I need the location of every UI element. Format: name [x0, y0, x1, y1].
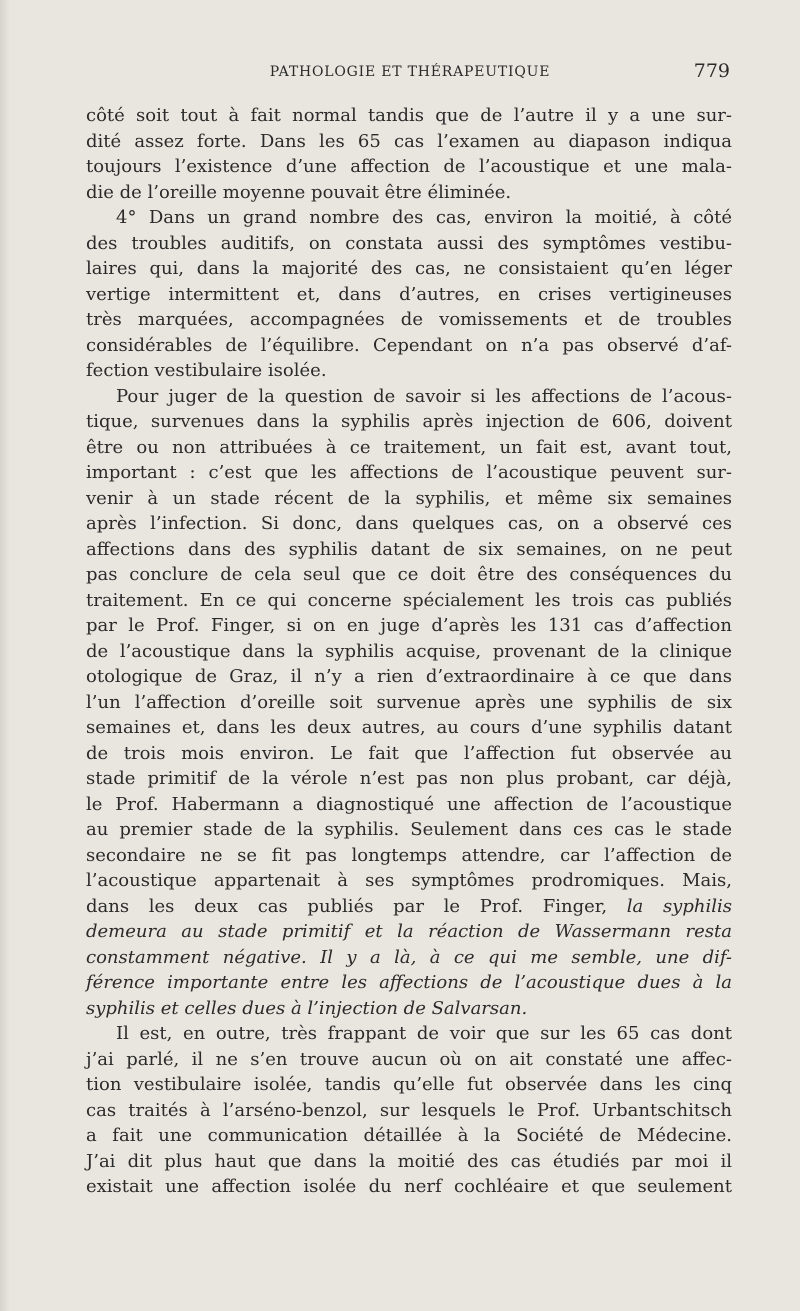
text-line: de trois mois environ. Le fait que l’affection fut observée au	[86, 742, 732, 764]
text-line: par le Prof. Finger, si on en juge d’après les 131 cas d’affection	[86, 615, 732, 636]
text-line: die de l’oreille moyenne pouvait être éliminée.	[86, 181, 512, 203]
text-line: constamment négative. Il y a là, à ce qui me semble, une dif-	[86, 946, 732, 968]
text-line: fection vestibulaire isolée.	[86, 360, 327, 381]
text-run: dans les deux cas publiés par le Prof. Finger,	[86, 895, 627, 917]
text-line: J’ai dit plus haut que dans la moitié des cas étudiés par moi il	[86, 1150, 732, 1172]
text-line: des troubles auditifs, on constata aussi des symptômes vestibu-	[86, 232, 732, 254]
text-line: important : c’est que les affections de l’acoustique peuvent sur-	[86, 462, 732, 483]
italic-run: la syphilis	[626, 895, 732, 917]
text-line: dité assez forte. Dans les 65 cas l’examen au diapason indiqua	[86, 130, 732, 152]
text-line: côté soit tout à fait normal tandis que de l’autre il y a une sur-	[86, 105, 732, 126]
text-line: otologique de Graz, il n’y a rien d’extraordinaire à ce que dans	[86, 666, 732, 687]
text-line: secondaire ne se fit pas longtemps attendre, car l’affection de	[86, 844, 732, 866]
scan-edge	[0, 0, 10, 1311]
text-line: syphilis et celles dues à l’injection de Salvarsan.	[86, 997, 528, 1019]
text-line: au premier stade de la syphilis. Seulement dans ces cas le stade	[86, 819, 732, 840]
text-line: Pour juger de la question de savoir si les affections de l’acous-	[116, 385, 732, 407]
text-line: semaines et, dans les deux autres, au cours d’une syphilis datant	[86, 717, 732, 738]
text-line: l’acoustique appartenait à ses symptômes prodromiques. Mais,	[86, 870, 732, 891]
text-line: stade primitif de la vérole n’est pas non plus probant, car déjà,	[86, 768, 732, 789]
text-line: toujours l’existence d’une affection de l’acoustique et une mala-	[86, 156, 732, 177]
text-line: vertige intermittent et, dans d’autres, en crises vertigineuses	[86, 283, 732, 305]
text-line: j’ai parlé, il ne s’en trouve aucun où on ait constaté une affec-	[86, 1048, 732, 1070]
text-line: le Prof. Habermann a diagnostiqué une affection de l’acoustique	[86, 793, 732, 815]
text-line: Il est, en outre, très frappant de voir que sur les 65 cas dont	[116, 1023, 732, 1044]
page-header	[90, 60, 730, 84]
running-title: PATHOLOGIE ET THÉRAPEUTIQUE	[269, 64, 551, 80]
text-line: affections dans des syphilis datant de six semaines, on ne peut	[86, 538, 732, 560]
text-line: demeura au stade primitif et la réaction de Wassermann resta	[86, 921, 732, 942]
text-line: existait une affection isolée du nerf cochléaire et que seulement	[86, 1176, 732, 1197]
text-line: a fait une communication détaillée à la Société de Médecine.	[86, 1125, 732, 1146]
text-line: 4° Dans un grand nombre des cas, environ la moitié, à côté	[116, 207, 732, 228]
text-line: tion vestibulaire isolée, tandis qu’elle fut observée dans les cinq	[86, 1074, 732, 1095]
text-line: être ou non attribuées à ce traitement, un fait est, avant tout,	[86, 436, 732, 458]
text-line	[86, 894, 732, 920]
text-line: l’un l’affection d’oreille soit survenue après une syphilis de six	[86, 691, 732, 713]
text-line: laires qui, dans la majorité des cas, ne consistaient qu’en léger	[86, 258, 732, 279]
body-text	[86, 103, 732, 1200]
text-line: cas traités à l’arséno-benzol, sur lesquels le Prof. Urbantschitsch	[86, 1099, 732, 1121]
text-line: après l’infection. Si donc, dans quelques cas, on a observé ces	[86, 513, 732, 534]
text-line: venir à un stade récent de la syphilis, et même six semaines	[86, 487, 732, 509]
page-number: 779	[693, 60, 730, 82]
text-line: de l’acoustique dans la syphilis acquise, provenant de la clinique	[86, 640, 732, 662]
text-line: pas conclure de cela seul que ce doit être des conséquences du	[86, 564, 732, 585]
text-line: tique, survenues dans la syphilis après injection de 606, doivent	[86, 411, 732, 432]
text-line: férence importante entre les affections de l’acoustique dues à la	[86, 972, 732, 993]
text-line: considérables de l’équilibre. Cependant on n’a pas observé d’af-	[86, 334, 732, 356]
text-line: très marquées, accompagnées de vomissements et de troubles	[86, 309, 732, 330]
text-line: traitement. En ce qui concerne spécialement les trois cas publiés	[86, 589, 732, 611]
